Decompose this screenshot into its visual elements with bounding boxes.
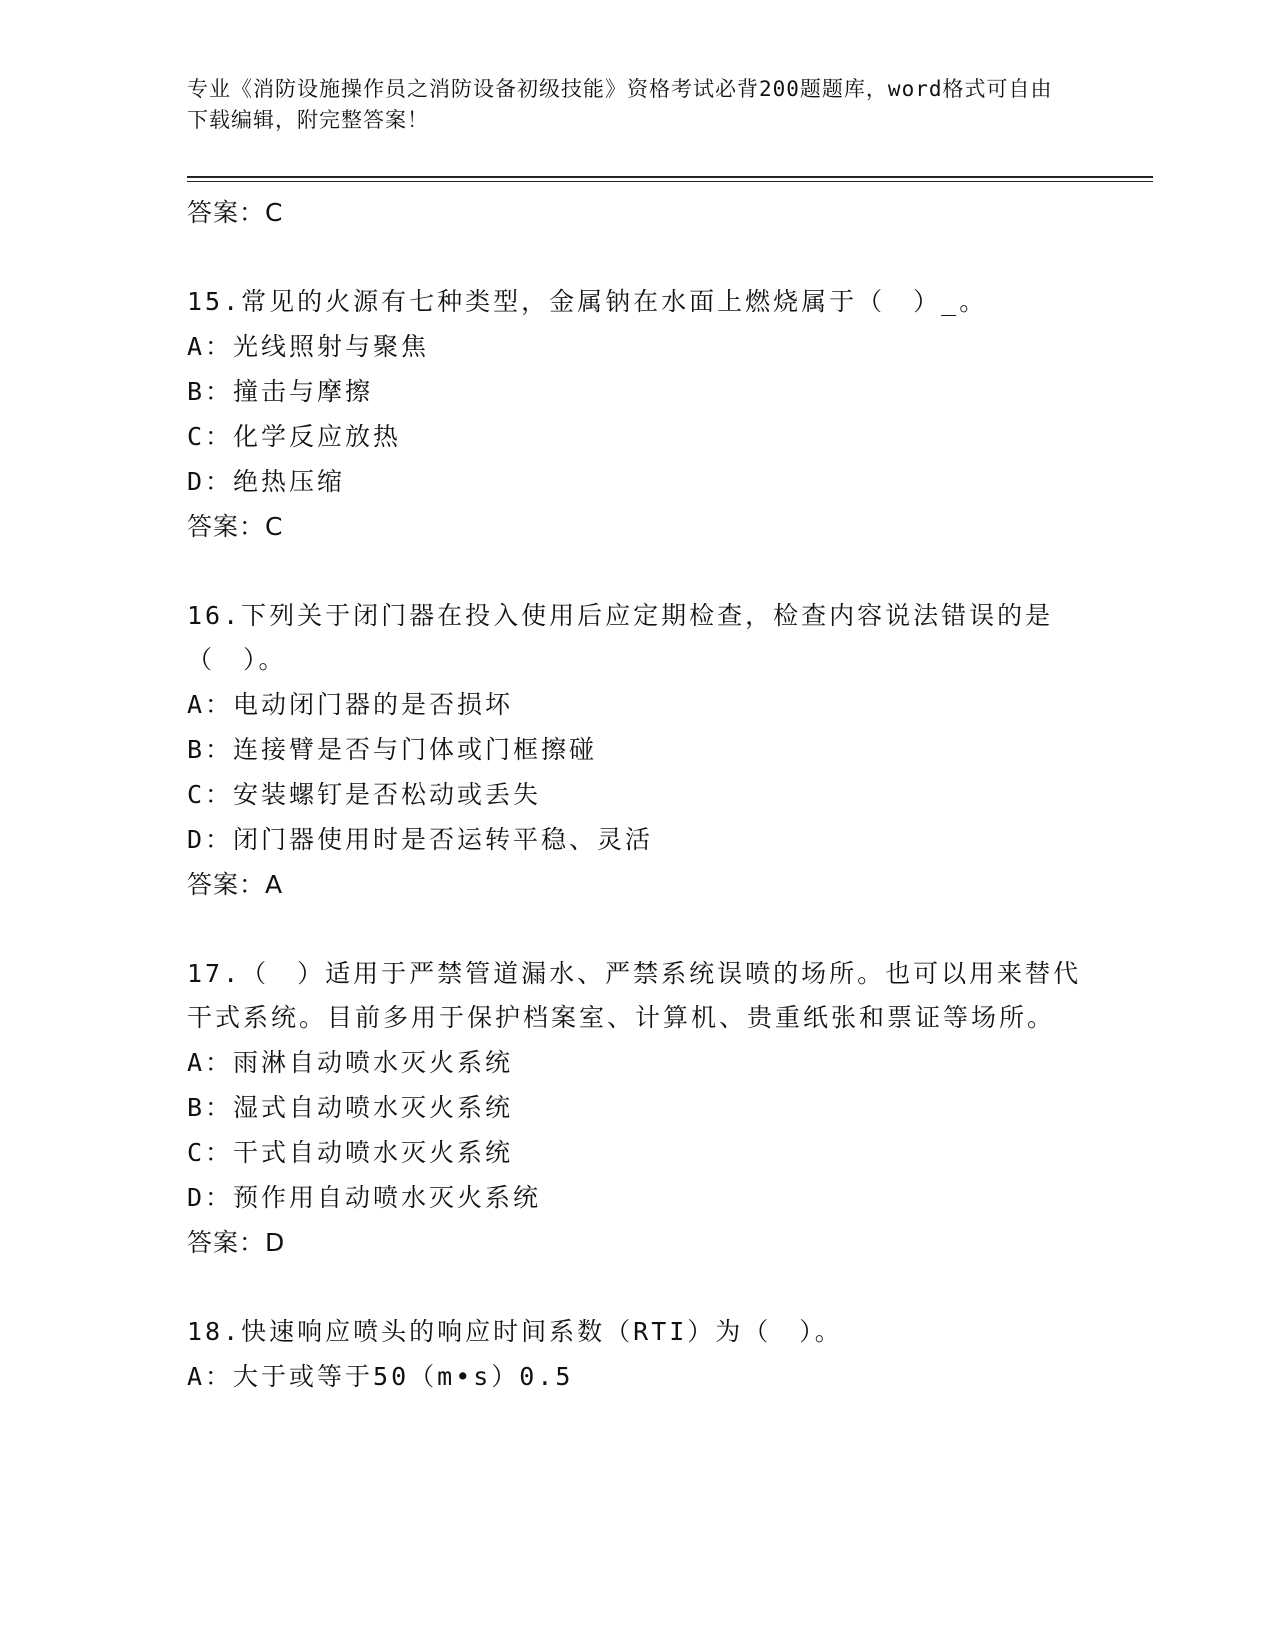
answer-label: 答案：D [187,1228,286,1257]
option-a: A：雨淋自动喷水灭火系统 [187,1048,514,1077]
header-rule-thick [187,176,1153,178]
question-stem: 18.快速响应喷头的响应时间系数（RTI）为（ ）。 [187,1317,843,1346]
question-17 [187,952,1087,1265]
option-c: C：安装螺钉是否松动或丢失 [187,780,542,809]
question-stem: 16.下列关于闭门器在投入使用后应定期检查，检查内容说法错误的是（ ）。 [187,601,1054,674]
option-a: A：光线照射与聚焦 [187,332,430,361]
header-rule-thin [187,181,1153,182]
question-18 [187,1310,1087,1399]
option-a: A：大于或等于50（m•s）0.5 [187,1362,574,1391]
question-16 [187,594,1087,907]
option-a: A：电动闭门器的是否损坏 [187,690,514,719]
option-d: D：预作用自动喷水灭火系统 [187,1183,542,1212]
option-c: C：化学反应放热 [187,422,402,451]
question-stem: 17.（ ）适用于严禁管道漏水、严禁系统误喷的场所。也可以用来替代干式系统。目前多用于保护档案室、计算机、贵重纸张和票证等场所。 [187,959,1082,1032]
option-d: D：绝热压缩 [187,467,346,496]
option-d: D：闭门器使用时是否运转平稳、灵活 [187,825,654,854]
option-b: B：连接臂是否与门体或门框擦碰 [187,735,598,764]
option-c: C：干式自动喷水灭火系统 [187,1138,514,1167]
option-b: B：湿式自动喷水灭火系统 [187,1093,514,1122]
answer-label: 答案：C [187,198,284,227]
question-stem: 15.常见的火源有七种类型，金属钠在水面上燃烧属于（ ）_。 [187,287,988,316]
answer-label: 答案：C [187,512,284,541]
question-list [187,190,1087,1399]
document-header: 专业《消防设施操作员之消防设备初级技能》资格考试必背200题题库，word格式可自由下载编辑，附完整答案！ [187,77,1053,132]
question-15 [187,280,1087,549]
answer-label: 答案：A [187,870,284,899]
option-b: B：撞击与摩擦 [187,377,374,406]
